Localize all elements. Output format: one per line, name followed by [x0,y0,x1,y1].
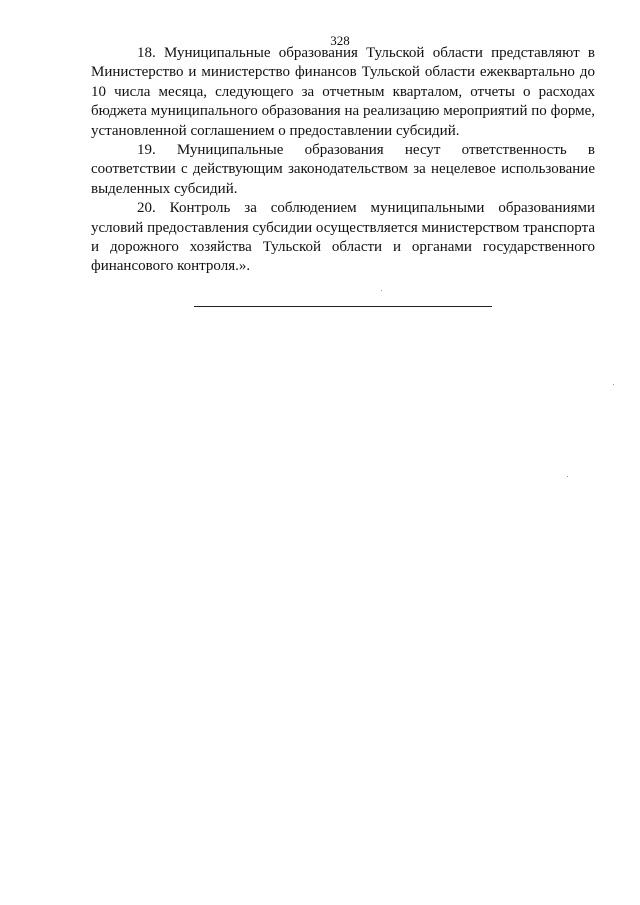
document-body [91,44,595,277]
paragraph-20: 20. Контроль за соблюдением муниципальными образованиями условий предоставления субсидии осуществляется министерством транспорта и дорожного хозяйства Тульской области и органами государственного финансового контроля.». [91,200,595,275]
scan-speck [613,384,614,385]
closing-rule [194,306,492,307]
paragraph-18: 18. Муниципальные образования Тульской области представляют в Министерство и министерство финансов Тульской области ежеквартально до 10 числа месяца, следующего за отчетным кварталом, отчеты о расходах бюджета муниципального образования на реализацию мероприятий по форме, установленной соглашением о предоставлении субсидий. [91,45,595,139]
scan-speck [381,290,382,291]
page-number: 328 [330,33,350,48]
paragraph-19: 19. Муниципальные образования несут ответственность в соответствии с действующим законодательством за нецелевое использование выделенных субсидий. [91,142,595,197]
scan-speck [567,476,568,477]
